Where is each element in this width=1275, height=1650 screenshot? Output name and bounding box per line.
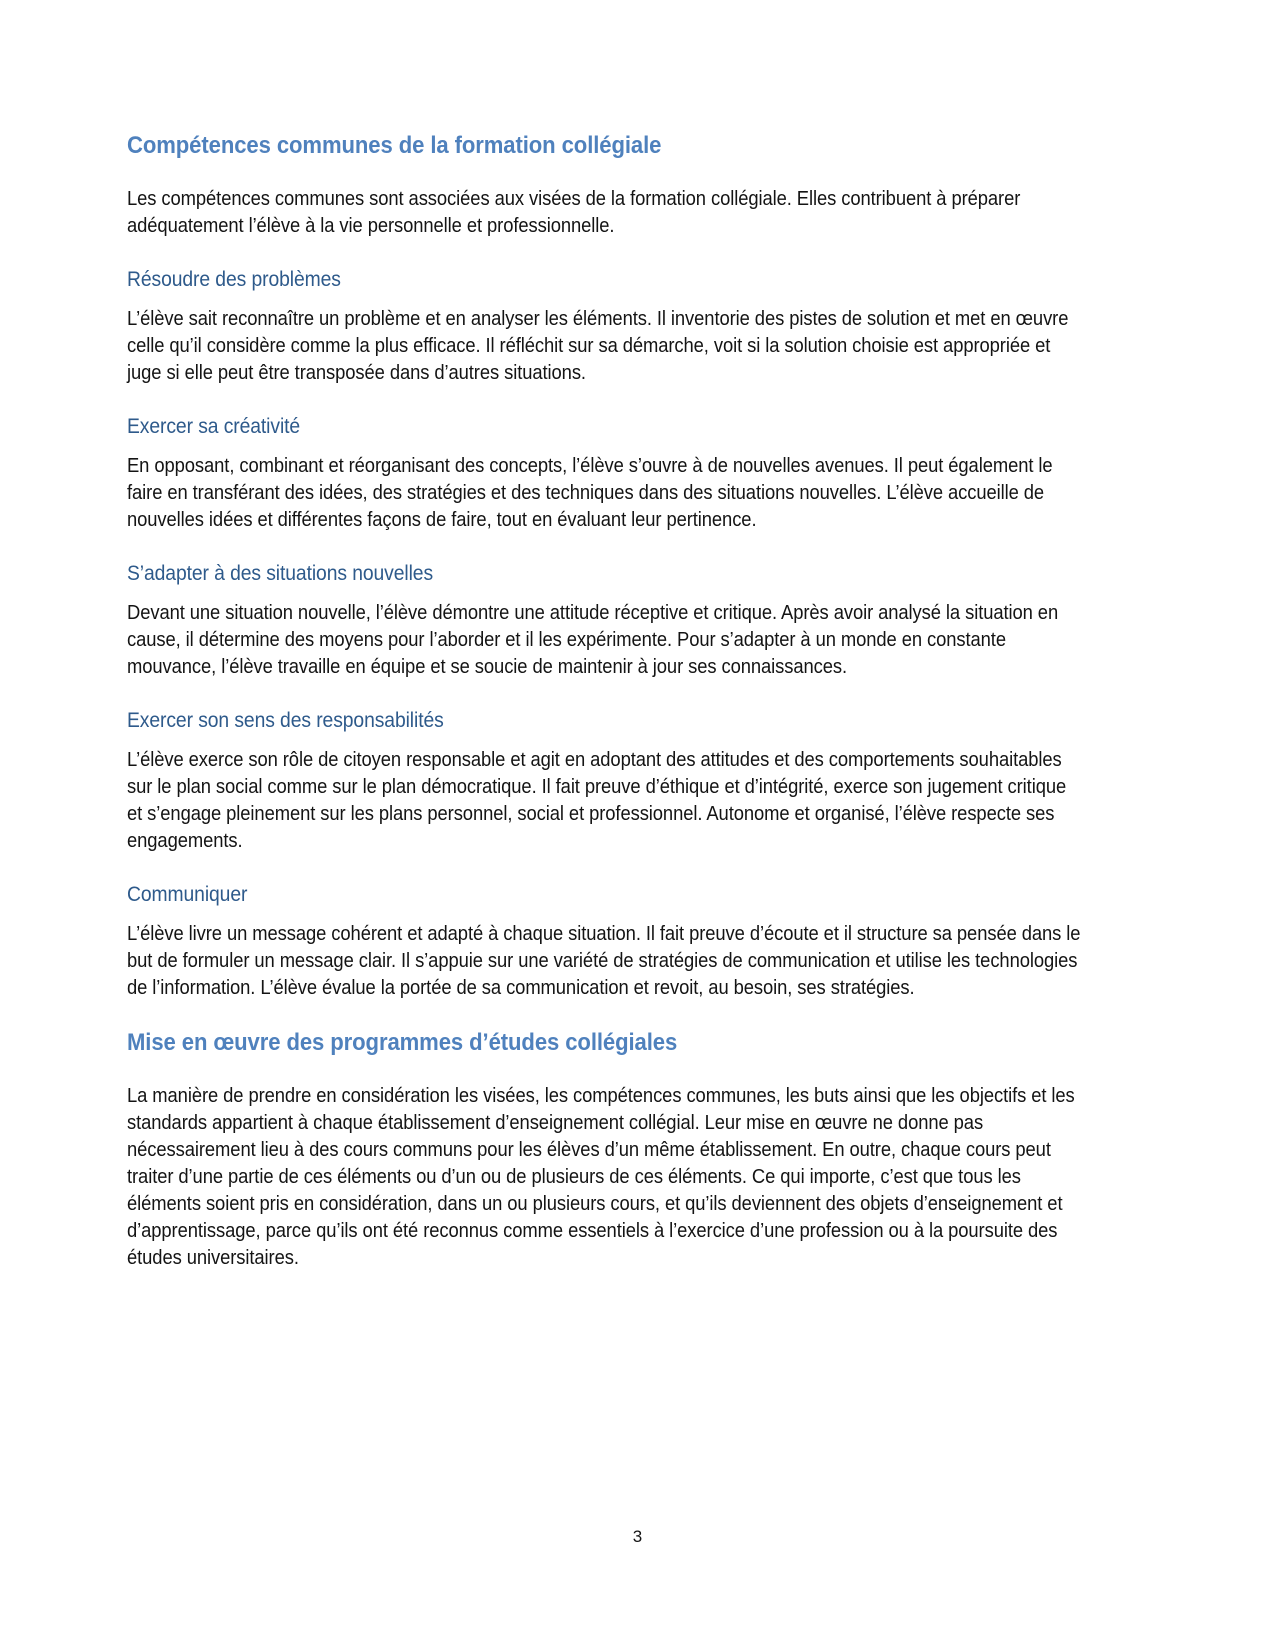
paragraph-mise-en-oeuvre: La manière de prendre en considération les visées, les compétences communes, les buts ainsi que les objectifs et les standards appartient à chaque établissement d’enseignement collégial. Leur mise en œuvre ne donne pas nécessairement lieu à des cours communs pour les élèves d’un même établissement. En outre, chaque cours peut traiter d’une partie de ces éléments ou d’un ou de plusieurs de ces éléments. Ce qui importe, c’est que tous les éléments soient pris en considération, dans un ou plusieurs cours, et qu’ils deviennent des objets d’enseignement et d’apprentissage, parce qu’ils ont été reconnus comme essentiels à l’exercice d’une profession ou à la poursuite des études universitaires. [127,1085,1075,1269]
paragraph-adapter-situations: Devant une situation nouvelle, l’élève démontre une attitude réceptive et critique. Après avoir analysé la situation en cause, il détermine des moyens pour l’aborder et il les expérimente. Pour s’adapter à un monde en constante mouvance, l’élève travaille en équipe et se soucie de maintenir à jour ses connaissances. [127,602,1059,678]
paragraph-sens-responsabilites: L’élève exerce son rôle de citoyen responsable et agit en adoptant des attitudes et des comportements souhaitables sur le plan social comme sur le plan démocratique. Il fait preuve d’éthique et d’intégrité, exerce son jugement critique et s’engage pleinement sur les plans personnel, social et professionnel. Autonome et organisé, l’élève respecte ses engagements. [127,749,1067,852]
page-number: 3 [632,1527,643,1546]
subheading-sens-responsabilites: Exercer son sens des responsabilités [127,709,444,732]
subheading-communiquer: Communiquer [127,883,248,906]
subheading-adapter-situations: S’adapter à des situations nouvelles [127,562,434,585]
subheading-resoudre-problemes: Résoudre des problèmes [127,268,341,291]
paragraph-resoudre-problemes: L’élève sait reconnaître un problème et en analyser les éléments. Il inventorie des pistes de solution et met en œuvre celle qu’il considère comme la plus efficace. Il réfléchit sur sa démarche, voit si la solution choisie est appropriée et juge si elle peut être transposée dans d’autres situations. [127,308,1069,384]
section-title-mise-en-oeuvre: Mise en œuvre des programmes d’études collégiales [127,1029,678,1056]
intro-paragraph: Les compétences communes sont associées aux visées de la formation collégiale. Elles contribuent à préparer adéquatement l’élève à la vie personnelle et professionnelle. [127,188,1021,237]
paragraph-communiquer: L’élève livre un message cohérent et adapté à chaque situation. Il fait preuve d’écoute et il structure sa pensée dans le but de formuler un message clair. Il s’appuie sur une variété de stratégies de communication et utilise les technologies de l’information. L’élève évalue la portée de sa communication et revoit, au besoin, ses stratégies. [127,923,1081,999]
paragraph-exercer-creativite: En opposant, combinant et réorganisant des concepts, l’élève s’ouvre à de nouvelles avenues. Il peut également le faire en transférant des idées, des stratégies et des techniques dans des situations nouvelles. L’élève accueille de nouvelles idées et différentes façons de faire, tout en évaluant leur pertinence. [127,455,1053,531]
section-title-competences: Compétences communes de la formation collégiale [127,132,662,159]
subheading-exercer-creativite: Exercer sa créativité [127,415,301,438]
document-content [127,131,1086,1298]
